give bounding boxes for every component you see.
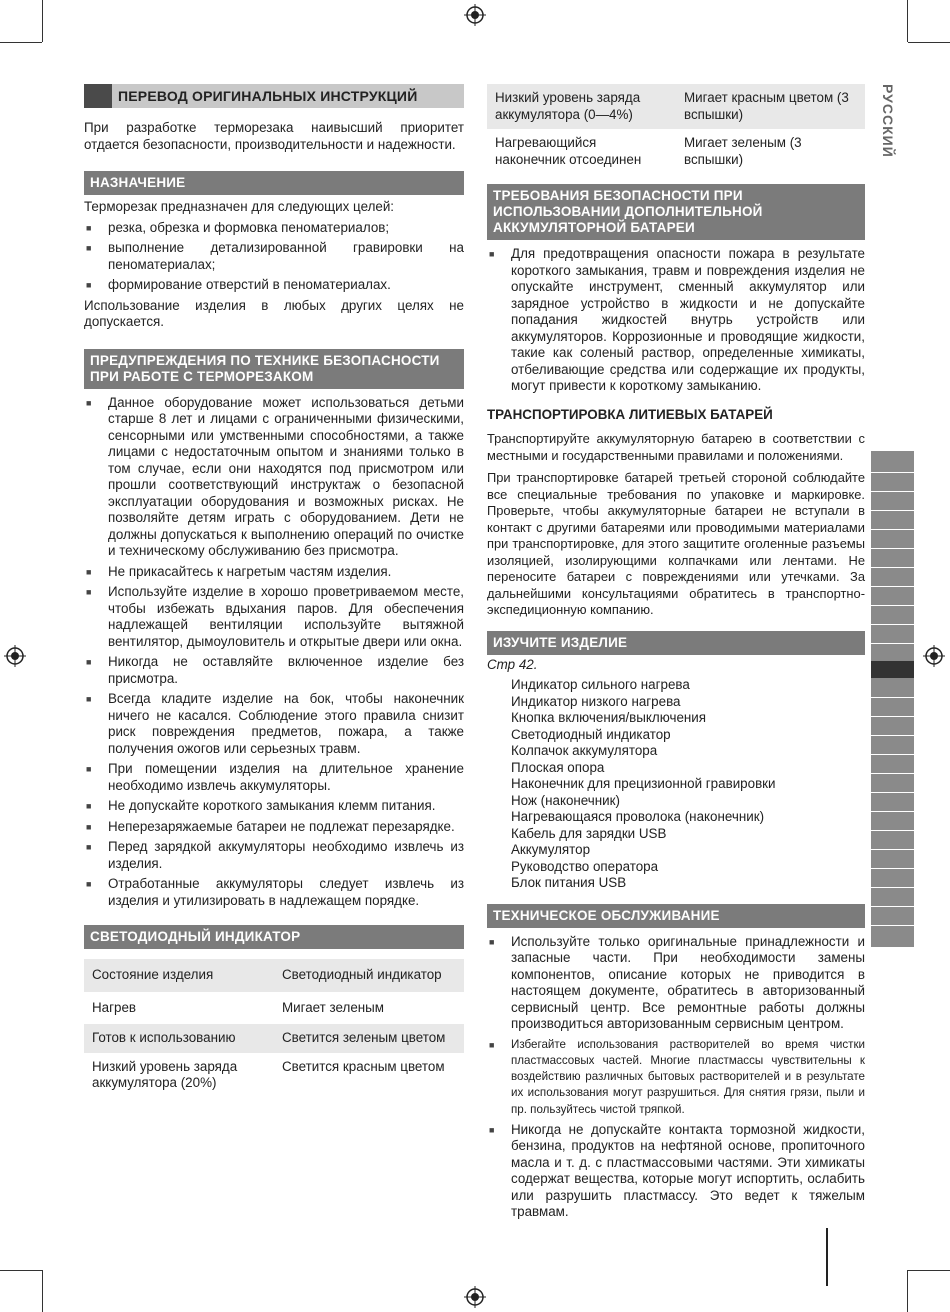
list-item: ■ Отработанные аккумуляторы следует извлечь из изделия и утилизировать в надлежащем порядке.	[84, 876, 464, 909]
table-header-cell: Светодиодный индикатор	[274, 959, 464, 992]
table-cell: Низкий уровень заряда аккумулятора (20%)	[92, 1058, 238, 1090]
maintenance-list	[487, 934, 865, 1221]
page-reference: Стр 42.	[487, 656, 538, 672]
left-column	[84, 84, 464, 1098]
list-item: Кнопка включения/выключения	[511, 710, 707, 725]
language-label: РУССКИЙ	[880, 84, 896, 158]
list-item: ■ Используйте только оригинальные принадлежности и запасные части. При необходимости замены компонентов, описание которых не приводится в настоящем документе, обратитесь в авторизованный сервисный центр. Все ремонтные работы должны производиться авторизованным сервисным центром.	[487, 934, 865, 1033]
transport-paragraph: При транспортировке батарей третьей стороной соблюдайте все специальные требования по упаковке и маркировке. Проверьте, чтобы аккумуляторные батареи не вступали в контакт с другими батареями или проводимыми материалами при транспортировке, для этого защитите оголенные разъемы изоляцией, изолирующими колпачками или лентами. Не переносите батареи с повреждениями или утечками. За дальнейшими консультациями обратитесь в транспортно-экспедиционную компанию.	[487, 470, 865, 617]
table-cell: Низкий уровень заряда аккумулятора (0—4%)	[487, 84, 676, 129]
led-heading: СВЕТОДИОДНЫЙ ИНДИКАТОР	[84, 925, 464, 949]
table-header-cell: Состояние изделия	[84, 959, 274, 992]
led-table	[84, 959, 464, 1098]
registration-mark-icon	[464, 4, 486, 26]
list-item: ■ Никогда не оставляйте включенное изделие без присмотра.	[84, 654, 464, 687]
list-item: Наконечник для прецизионной гравировки	[511, 776, 776, 791]
table-cell: Мигает красным цветом (3 вспышки)	[676, 84, 865, 129]
list-item: Аккумулятор	[511, 842, 591, 857]
list-item: ■ Данное оборудование может использоваться детьми старше 8 лет и лицами с ограниченными физическими, сенсорными или умственными способностями, а также лицами с недостаточным опытом и знаниями только в том случае, если они находятся под присмотром или прошли соответствующий инструктаж о безопасной эксплуатации оборудования и возможных рисках. Не позволяйте детям играть с оборудованием. Дети не должны допускаться к выполнению операций по очистке и техническому обслуживанию без присмотра.	[84, 395, 464, 560]
purpose-note: Использование изделия в любых других целях не допускается.	[84, 297, 464, 329]
table-cell: Светится красным цветом	[282, 1058, 445, 1074]
parts-list	[487, 677, 865, 892]
table-row	[84, 1053, 464, 1098]
list-item: Светодиодный индикатор	[511, 726, 671, 742]
battery-safety-list	[487, 246, 865, 395]
led-table-continued	[487, 84, 865, 174]
list-item: Колпачок аккумулятора	[511, 743, 658, 758]
table-cell: Нагревающийся наконечник отсоединен	[495, 135, 642, 167]
document-title: ПЕРЕВОД ОРИГИНАЛЬНЫХ ИНСТРУКЦИЙ	[84, 84, 464, 108]
list-item: ■ Всегда кладите изделие на бок, чтобы наконечник ничего не касался. Соблюдение этого правила снизит риск повреждения предметов, пожара, а также получения ожогов или серьезных травм.	[84, 691, 464, 757]
list-item: ■ Избегайте использования растворителей во время чистки пластмассовых частей. Многие пластмассы чувствительны к воздействию различных бытовых растворителей и в результате их использования могут разрушиться. Для снятия грязи, пыли и пр. пользуйтесь чистой тряпкой.	[487, 1037, 865, 1118]
table-cell: Светится зеленым цветом	[274, 1024, 464, 1053]
purpose-heading: НАЗНАЧЕНИЕ	[84, 171, 464, 195]
crop-mark	[0, 42, 42, 43]
transport-heading: ТРАНСПОРТИРОВКА ЛИТИЕВЫХ БАТАРЕЙ	[487, 406, 773, 422]
crop-mark	[907, 1270, 908, 1312]
list-item: ■ формирование отверстий в пеноматериалах.	[84, 277, 464, 294]
list-item: ■ резка, обрезка и формовка пеноматериалов;	[84, 220, 464, 237]
language-tab-strip	[871, 451, 914, 947]
warnings-heading: ПРЕДУПРЕЖДЕНИЯ ПО ТЕХНИКЕ БЕЗОПАСНОСТИ ПРИ РАБОТЕ С ТЕРМОРЕЗАКОМ	[84, 349, 464, 389]
page-number-rule	[826, 1228, 828, 1286]
list-item: Индикатор низкого нагрева	[511, 693, 681, 709]
maintenance-heading: ТЕХНИЧЕСКОЕ ОБСЛУЖИВАНИЕ	[487, 904, 865, 928]
list-item: ■ Для предотвращения опасности пожара в результате короткого замыкания, травм и повреждения изделия не опускайте инструмент, сменный аккумулятор или зарядное устройство в жидкости и не допускайте попадания жидкостей внутрь устройств или аккумуляторов. Коррозионные и проводящие жидкости, такие как соленый раствор, определенные химикаты, отбеливающие средства или содержащие их продукты, могут привести к короткому замыканию.	[487, 246, 865, 395]
list-item: ■ выполнение детализированной гравировки на пеноматериалах;	[84, 240, 464, 273]
registration-mark-icon	[923, 645, 945, 667]
crop-mark	[42, 0, 43, 42]
table-row	[84, 959, 464, 992]
crop-mark	[42, 1270, 43, 1312]
purpose-lead: Терморезак предназначен для следующих целей:	[84, 199, 395, 214]
warnings-list	[84, 395, 464, 910]
learn-product-heading: ИЗУЧИТЕ ИЗДЕЛИЕ	[487, 631, 865, 655]
list-item: Плоская опора	[511, 759, 605, 775]
list-item: Нож (наконечник)	[511, 792, 620, 808]
active-language-tab	[871, 661, 914, 678]
transport-paragraph: Транспортируйте аккумуляторную батарею в соответствии с местными и государственными правилами и положениями.	[487, 431, 865, 463]
list-item: ■ Перед зарядкой аккумуляторы необходимо извлечь из изделия.	[84, 839, 464, 872]
list-item: ■ Не допускайте короткого замыкания клемм питания.	[84, 798, 464, 815]
list-item: ■ При помещении изделия на длительное хранение необходимо извлечь аккумуляторы.	[84, 761, 464, 794]
list-item: ■ Неперезаряжаемые батареи не подлежат перезарядке.	[84, 819, 464, 836]
table-cell: Нагрев	[92, 999, 137, 1015]
intro-paragraph: При разработке терморезака наивысший приоритет отдается безопасности, производительности и надежности.	[84, 120, 464, 152]
table-row	[84, 1024, 464, 1053]
list-item: Кабель для зарядки USB	[511, 825, 667, 841]
crop-mark	[0, 1270, 42, 1271]
right-column	[487, 84, 865, 1225]
list-item: Руководство оператора	[511, 858, 659, 874]
crop-mark	[907, 0, 908, 42]
table-cell: Готов к использованию	[84, 1024, 274, 1053]
table-cell: Мигает зеленым (3 вспышки)	[684, 135, 802, 167]
purpose-list	[84, 220, 464, 294]
list-item: Нагревающаяся проволока (наконечник)	[511, 809, 765, 824]
table-cell: Мигает зеленым	[282, 999, 385, 1015]
registration-mark-icon	[464, 1286, 486, 1308]
crop-mark	[908, 42, 950, 43]
battery-safety-heading: ТРЕБОВАНИЯ БЕЗОПАСНОСТИ ПРИ ИСПОЛЬЗОВАНИИ ДОПОЛНИТЕЛЬНОЙ АККУМУЛЯТОРНОЙ БАТАРЕИ	[487, 184, 865, 240]
list-item: Блок питания USB	[511, 875, 627, 890]
list-item: Индикатор сильного нагрева	[511, 677, 690, 692]
list-item: ■ Используйте изделие в хорошо проветриваемом месте, чтобы избежать вдыхания паров. Для обеспечения надлежащей вентиляции используйте вытяжной вентилятор, дымоуловитель и открытые двери или окна.	[84, 584, 464, 650]
table-row	[487, 84, 865, 129]
table-row	[84, 992, 464, 1025]
crop-mark	[908, 1270, 950, 1271]
table-row	[487, 129, 865, 174]
list-item: ■ Не прикасайтесь к нагретым частям изделия.	[84, 564, 464, 581]
registration-mark-icon	[4, 645, 26, 667]
list-item: ■ Никогда не допускайте контакта тормозной жидкости, бензина, продуктов на нефтяной основе, пропиточного масла и т. д. с пластмассовыми частями. Эти химикаты содержат вещества, которые могут испортить, ослабить или разрушить пластмассу. Это ведет к тяжелым травмам.	[487, 1122, 865, 1221]
